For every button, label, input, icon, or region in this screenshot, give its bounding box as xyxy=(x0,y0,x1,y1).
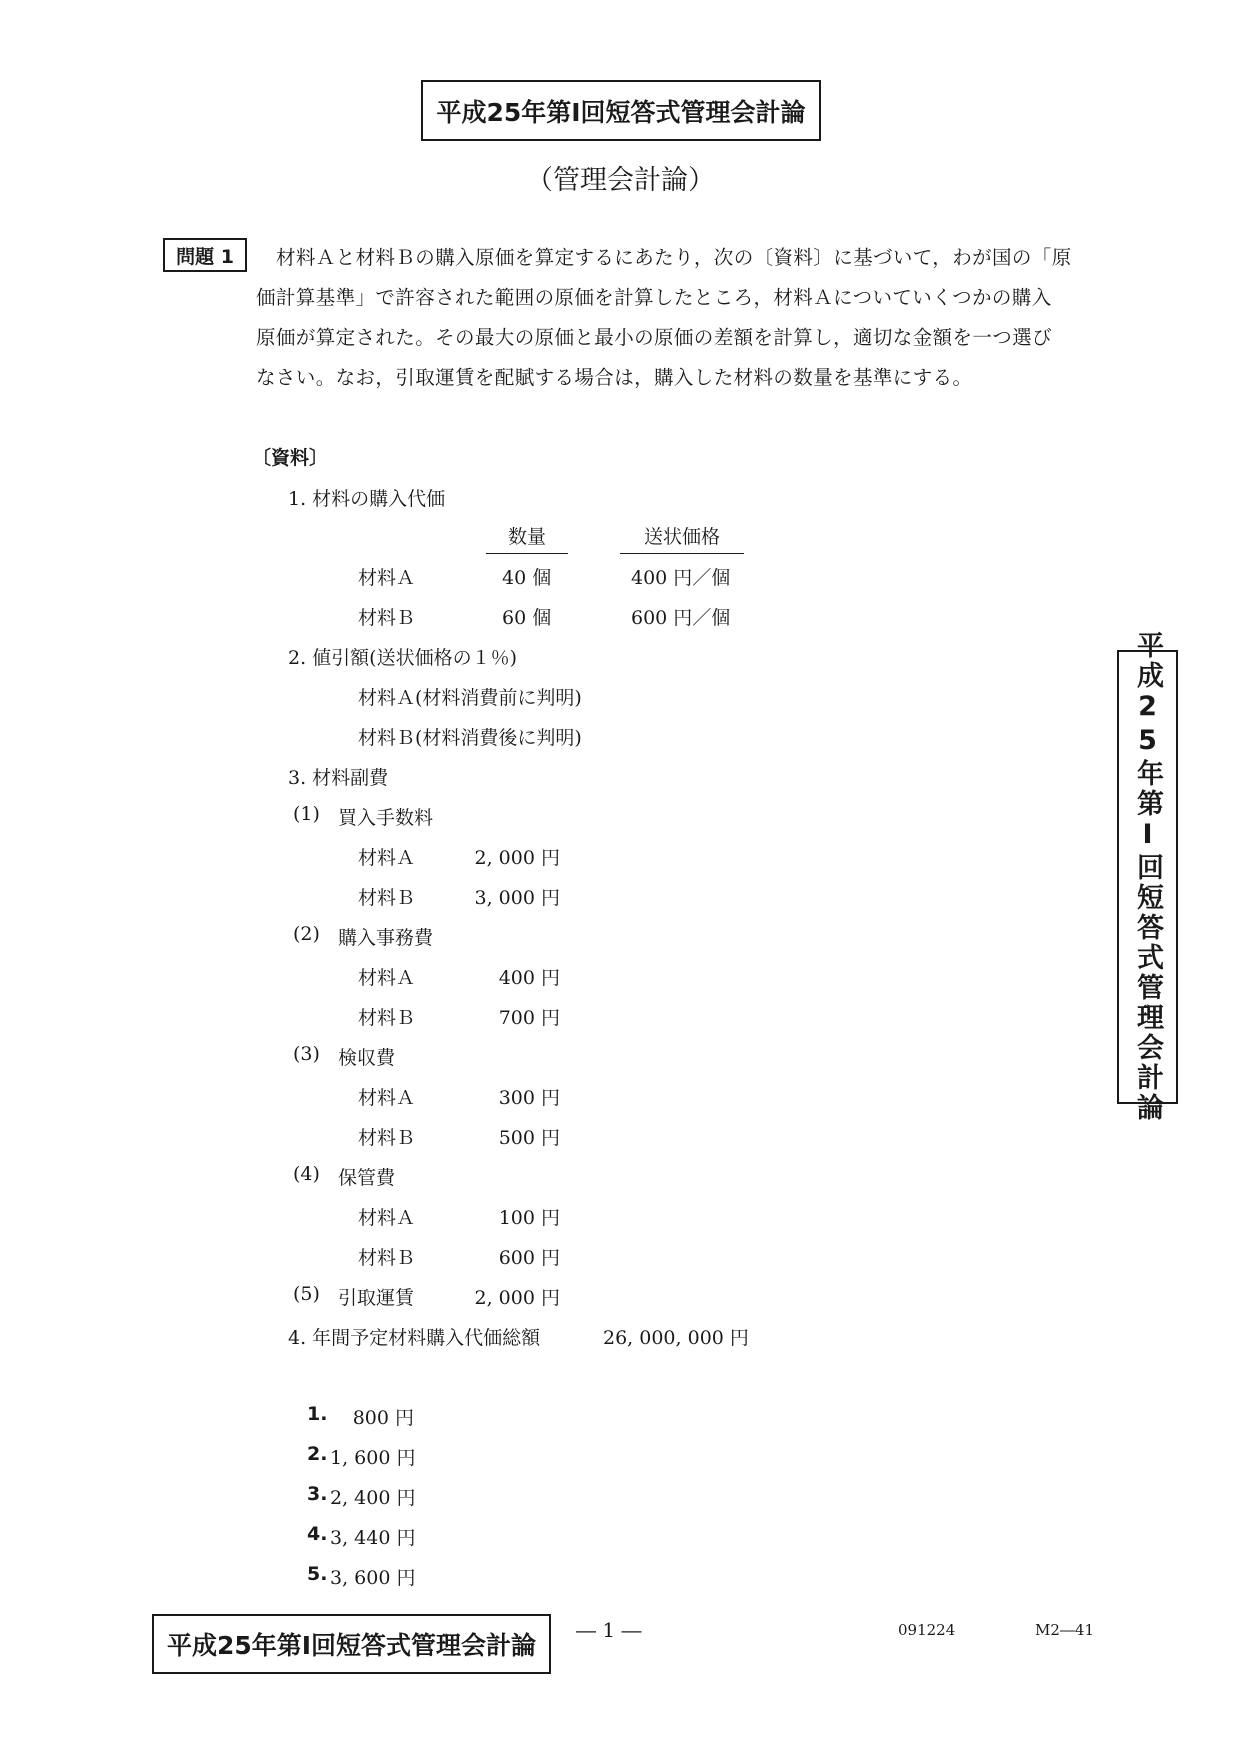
col-header-price: 送状価格 xyxy=(620,522,744,554)
subject-title: （管理会計論） xyxy=(526,165,715,196)
col-header-qty: 数量 xyxy=(486,522,568,554)
s3-item-a-value: 100 円 xyxy=(498,1207,560,1229)
s3-mat-a-label: 材料Ａ xyxy=(358,1207,416,1229)
s3-item-name: 買入手数料 xyxy=(338,807,434,829)
s3-item-b-value: 3, 000 円 xyxy=(474,887,560,909)
s3-item-a-value: 300 円 xyxy=(498,1087,560,1109)
s3-item-no: (4) xyxy=(293,1163,320,1185)
s3-item-a-value: 400 円 xyxy=(498,967,560,989)
choice-number: 2. xyxy=(307,1443,328,1465)
s3-item-b-value: 700 円 xyxy=(498,1007,560,1029)
choice-value: 3, 440 円 xyxy=(330,1527,416,1549)
footer-title: 平成25年第Ⅰ回短答式管理会計論 xyxy=(166,1631,537,1660)
s1-row-b-name: 材料Ｂ xyxy=(358,607,416,629)
s2-material-b: 材料Ｂ(材料消費後に判明) xyxy=(358,727,582,749)
s3-mat-a-label: 材料Ａ xyxy=(358,1087,416,1109)
s3-item-5-no: (5) xyxy=(293,1283,320,1305)
s3-item-5-value: 2, 000 円 xyxy=(474,1287,560,1309)
s3-mat-b-label: 材料Ｂ xyxy=(358,1127,416,1149)
side-label-box xyxy=(1117,631,1178,1123)
s3-mat-a-label: 材料Ａ xyxy=(358,847,416,869)
section-4-title: 4. 年間予定材料購入代価総額 xyxy=(288,1327,541,1349)
section-2-title: 2. 値引額(送状価格の１％) xyxy=(288,647,517,669)
s3-item-5-name: 引取運賃 xyxy=(338,1287,415,1309)
question-line-4: なさい。なお，引取運賃を配賦する場合は，購入した材料の数量を基準にする。 xyxy=(256,366,973,389)
question-line-3: 原価が算定された。その最大の原価と最小の原価の差額を計算し，適切な金額を一つ選び xyxy=(256,326,1053,349)
materials-heading: 〔資料〕 xyxy=(252,447,329,469)
choice-number: 1. xyxy=(307,1403,328,1425)
question-line-1: 材料Ａと材料Ｂの購入原価を算定するにあたり，次の〔資料〕に基づいて，わが国の「原 xyxy=(276,246,1072,269)
s3-mat-b-label: 材料Ｂ xyxy=(358,1007,416,1029)
s1-row-a-name: 材料Ａ xyxy=(358,567,416,589)
s3-item-name: 検収費 xyxy=(338,1047,396,1069)
choice-number: 5. xyxy=(307,1563,328,1585)
s3-mat-b-label: 材料Ｂ xyxy=(358,1247,416,1269)
s3-item-name: 購入事務費 xyxy=(338,927,434,949)
question-label: 問題 1 xyxy=(176,245,234,268)
s1-row-a-qty: 40 個 xyxy=(502,567,552,589)
section-4-value: 26, 000, 000 円 xyxy=(603,1327,749,1349)
section-1-title: 1. 材料の購入代価 xyxy=(288,488,446,510)
page-number: ― 1 ― xyxy=(576,1618,642,1642)
s3-item-b-value: 500 円 xyxy=(498,1127,560,1149)
footer-title-box xyxy=(152,1614,551,1674)
choice-value: 1, 600 円 xyxy=(330,1447,416,1469)
exam-title-box xyxy=(421,80,821,141)
s3-item-no: (2) xyxy=(293,923,320,945)
s3-item-no: (3) xyxy=(293,1043,320,1065)
exam-title: 平成25年第Ⅰ回短答式管理会計論 xyxy=(436,97,806,127)
choice-value: 2, 400 円 xyxy=(330,1487,416,1509)
s1-row-a-price: 400 円／個 xyxy=(631,567,731,589)
s1-row-b-qty: 60 個 xyxy=(502,607,552,629)
doc-code-2: M2―41 xyxy=(1035,1621,1094,1639)
s3-item-a-value: 2, 000 円 xyxy=(474,847,560,869)
s1-row-b-price: 600 円／個 xyxy=(631,607,731,629)
s3-item-no: (1) xyxy=(293,803,320,825)
question-label-box xyxy=(163,238,247,272)
s3-mat-b-label: 材料Ｂ xyxy=(358,887,416,909)
s3-item-b-value: 600 円 xyxy=(498,1247,560,1269)
choice-value: 3, 600 円 xyxy=(330,1567,416,1589)
choice-value: 800 円 xyxy=(352,1407,414,1429)
choice-number: 4. xyxy=(307,1523,328,1545)
s3-item-name: 保管費 xyxy=(338,1167,396,1189)
choice-number: 3. xyxy=(307,1483,328,1505)
doc-code-1: 091224 xyxy=(898,1621,956,1639)
question-line-2: 価計算基準」で許容された範囲の原価を計算したところ，材料Ａについていくつかの購入 xyxy=(256,286,1052,309)
s2-material-a: 材料Ａ(材料消費前に判明) xyxy=(358,687,582,709)
section-3-title: 3. 材料副費 xyxy=(288,767,389,789)
side-label: 平成25年第Ⅰ回短答式管理会計論 xyxy=(1132,631,1163,1123)
s3-mat-a-label: 材料Ａ xyxy=(358,967,416,989)
